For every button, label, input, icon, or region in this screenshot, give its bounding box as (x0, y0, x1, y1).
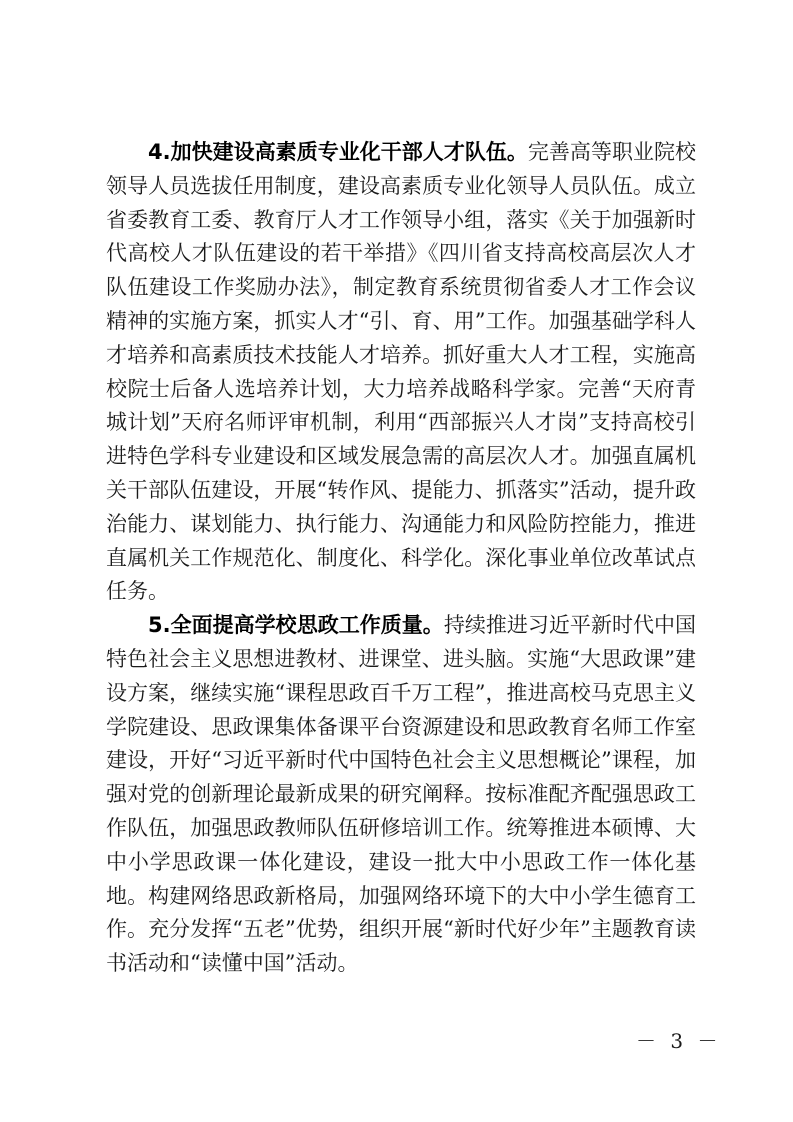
page-number: － 3 － (636, 1029, 722, 1053)
paragraph-5 (106, 609, 696, 981)
paragraph-4-heading: 4.加快建设高素质专业化干部人才队伍。 (148, 140, 528, 164)
body-text (106, 136, 696, 981)
paragraph-4 (106, 136, 696, 609)
paragraph-5-heading: 5.全面提高学校思政工作质量。 (148, 613, 444, 638)
paragraph-5-body: 持续推进习近平新时代中国特色社会主义思想进教材、进课堂、进头脑。实施“大思政课”建设方案，继续实施“课程思政百千万工程”，推进高校马克思主义学院建设、思政课集体备课平台资源建设和思政教育名师工作室建设，开好“习近平新时代中国特色社会主义思想概论”课程，加强对党的创新理论最新成果的研究阐释。按标准配齐配强思政工作队伍，加强思政教师队伍研修培训工作。统筹推进本硕博、大中小学思政课一体化建设，建设一批大中小思政工作一体化基地。构建网络思政新格局，加强网络环境下的大中小学生德育工作。充分发挥“五老”优势，组织开展“新时代好少年”主题教育读书活动和“读懂中国”活动。 (106, 613, 697, 976)
paragraph-4-body: 完善高等职业院校领导人员选拔任用制度，建设高素质专业化领导人员队伍。成立省委教育工委、教育厅人才工作领导小组，落实《关于加强新时代高校人才队伍建设的若干举措》《四川省支持高校高层次人才队伍建设工作奖励办法》，制定教育系统贯彻省委人才工作会议精神的实施方案，抓实人才“引、育、用”工作。加强基础学科人才培养和高素质技术技能人才培养。抓好重大人才工程，实施高校院士后备人选培养计划，大力培养战略科学家。完善“天府青城计划”天府名师评审机制，利用“西部振兴人才岗”支持高校引进特色学科专业建设和区域发展急需的高层次人才。加强直属机关干部队伍建设，开展“转作风、提能力、抓落实”活动，提升政治能力、谋划能力、执行能力、沟通能力和风险防控能力，推进直属机关工作规范化、制度化、科学化。深化事业单位改革试点任务。 (106, 140, 697, 604)
